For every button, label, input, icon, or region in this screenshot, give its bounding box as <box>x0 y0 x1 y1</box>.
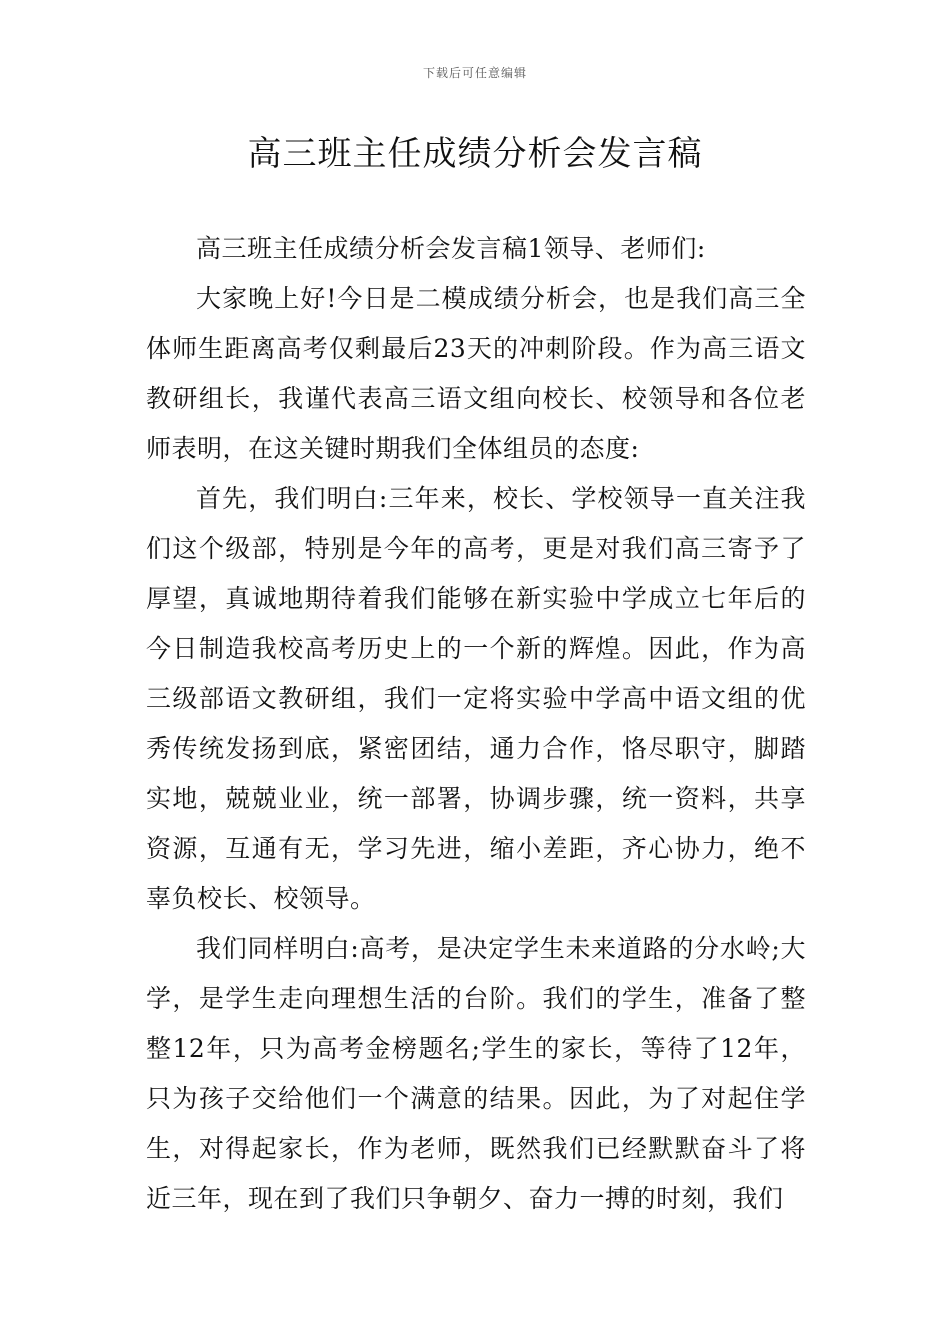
document-title: 高三班主任成绩分析会发言稿 <box>247 134 703 174</box>
paragraph-salutation: 高三班主任成绩分析会发言稿1领导、老师们: <box>196 234 706 263</box>
paragraph-second-point: 我们同样明白:高考，是决定学生未来道路的分水岭;大学，是学生走向理想生活的台阶。我们的学生，准备了整整12年，只为高考金榜题名;学生的家长，等待了12年，只为孩子交给他们一个满意的结果。因此，为了对起住学生，对得起家长，作为老师，既然我们已经默默奋斗了将近三年，现在到了我们只争朝夕、奋力一搏的时刻，我们 <box>146 934 806 1213</box>
document-body <box>146 224 806 1224</box>
header-note: 下载后可任意编辑 <box>422 66 527 80</box>
paragraph-greeting: 大家晚上好!今日是二模成绩分析会，也是我们高三全体师生距离高考仅剩最后23天的冲刺阶段。作为高三语文教研组长，我谨代表高三语文组向校长、校领导和各位老师表明，在这关键时期我们全体组员的态度: <box>146 284 806 463</box>
paragraph-first-point: 首先，我们明白:三年来，校长、学校领导一直关注我们这个级部，特别是今年的高考，更是对我们高三寄予了厚望，真诚地期待着我们能够在新实验中学成立七年后的今日制造我校高考历史上的一个新的辉煌。因此，作为高三级部语文教研组，我们一定将实验中学高中语文组的优秀传统发扬到底，紧密团结，通力合作，恪尽职守，脚踏实地，兢兢业业，统一部署，协调步骤，统一资料，共享资源，互通有无，学习先进，缩小差距，齐心协力，绝不辜负校长、校领导。 <box>146 484 806 913</box>
